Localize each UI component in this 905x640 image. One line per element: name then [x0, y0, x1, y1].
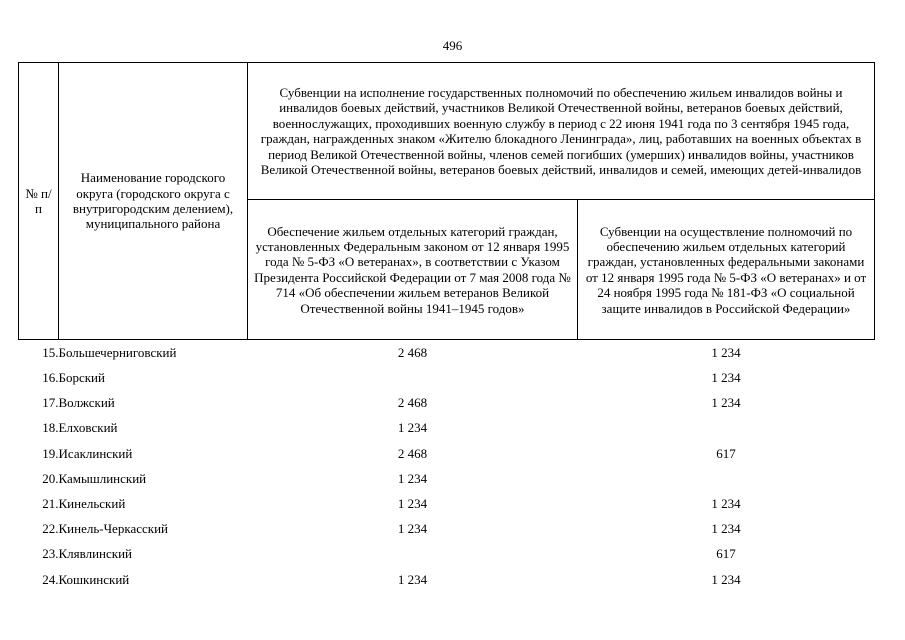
row-district-name: Кинель-Черкасский	[58, 521, 168, 537]
header-name: Наименование городского округа (городского округа с внутригородским делением), муниципального района	[59, 63, 248, 340]
row-district-name: Камышлинский	[58, 470, 147, 486]
row-number: 24.	[42, 571, 59, 587]
table-row	[19, 340, 875, 366]
row-value-subsidy: 1 234	[711, 521, 741, 537]
row-value-housing	[248, 365, 578, 390]
row-value-subsidy	[578, 466, 875, 491]
row-value-housing: 1 234	[397, 571, 428, 587]
row-district-name: Елховский	[58, 420, 118, 436]
row-district-name: Большечерниговский	[58, 344, 177, 360]
row-value-housing: 2 468	[397, 344, 428, 360]
table-row	[19, 365, 875, 390]
row-number: 15.	[42, 344, 59, 360]
row-value-subsidy: 1 234	[711, 370, 741, 386]
row-value-housing: 2 468	[397, 445, 428, 461]
header-number: № п/п	[19, 63, 59, 340]
table-row	[19, 441, 875, 466]
row-number: 21.	[42, 496, 59, 512]
header-main: Субвенции на исполнение государственных полномочий по обеспечению жильем инвалидов войны и инвалидов боевых действий, участников Великой Отечественной войны, ветеранов боевых действий, военнослужащих, проходивших военную службу в период с 22 июня 1941 года по 3 сентября 1945 года, граждан, награжденных знаком «Жителю блокадного Ленинграда», лиц, работавших на военных объектах в период Великой Отечественной войны, членов семей погибших (умерших) инвалидов войны, участников Великой Отечественной войны, ветеранов боевых действий, инвалидов и семей, имеющих детей-инвалидов	[248, 63, 875, 200]
row-value-housing	[248, 542, 578, 567]
row-number: 19.	[42, 445, 59, 461]
row-district-name: Исаклинский	[58, 445, 133, 461]
table-row	[19, 466, 875, 491]
row-number: 17.	[42, 395, 59, 411]
table-row	[19, 567, 875, 592]
row-value-subsidy: 1 234	[711, 571, 741, 587]
table-row	[19, 390, 875, 415]
row-value-housing: 1 234	[397, 521, 428, 537]
table-row	[19, 542, 875, 567]
row-district-name: Кинельский	[58, 496, 126, 512]
row-district-name: Клявлинский	[58, 546, 133, 562]
row-value-subsidy: 1 234	[711, 395, 741, 411]
row-value-subsidy	[578, 416, 875, 441]
row-value-housing: 1 234	[397, 470, 428, 486]
row-value-subsidy: 1 234	[711, 496, 741, 512]
row-number: 20.	[42, 470, 59, 486]
header-sub-veterans-housing: Обеспечение жильем отдельных категорий граждан, установленных Федеральным законом от 12 января 1995 года № 5-ФЗ «О ветеранах», в соответствии с Указом Президента Российской Федерации от 7 мая 2008 года № 714 «Об обеспечении жильем ветеранов Великой Отечественной войны 1941–1945 годов»	[248, 200, 578, 340]
table-row	[19, 491, 875, 516]
subsidies-table	[18, 62, 875, 592]
row-value-housing: 2 468	[397, 395, 428, 411]
table-row	[19, 516, 875, 541]
row-number: 23.	[42, 546, 59, 562]
row-value-subsidy: 617	[716, 445, 736, 461]
row-number: 18.	[42, 420, 59, 436]
row-value-subsidy: 617	[716, 546, 736, 562]
row-district-name: Волжский	[58, 395, 115, 411]
page-number: 496	[442, 38, 463, 53]
row-value-housing: 1 234	[397, 420, 428, 436]
row-value-subsidy: 1 234	[711, 344, 741, 360]
table-row	[19, 416, 875, 441]
header-sub-federal-subsidies: Субвенции на осуществление полномочий по обеспечению жильем отдельных категорий граждан, установленных федеральными законами от 12 января 1995 года № 5-ФЗ «О ветеранах» и от 24 ноября 1995 года № 181-ФЗ «О социальной защите инвалидов в Российской Федерации»	[578, 200, 875, 340]
row-number: 22.	[42, 521, 59, 537]
row-number: 16.	[42, 370, 59, 386]
row-district-name: Кошкинский	[58, 571, 130, 587]
row-district-name: Борский	[58, 370, 105, 386]
row-value-housing: 1 234	[397, 496, 428, 512]
